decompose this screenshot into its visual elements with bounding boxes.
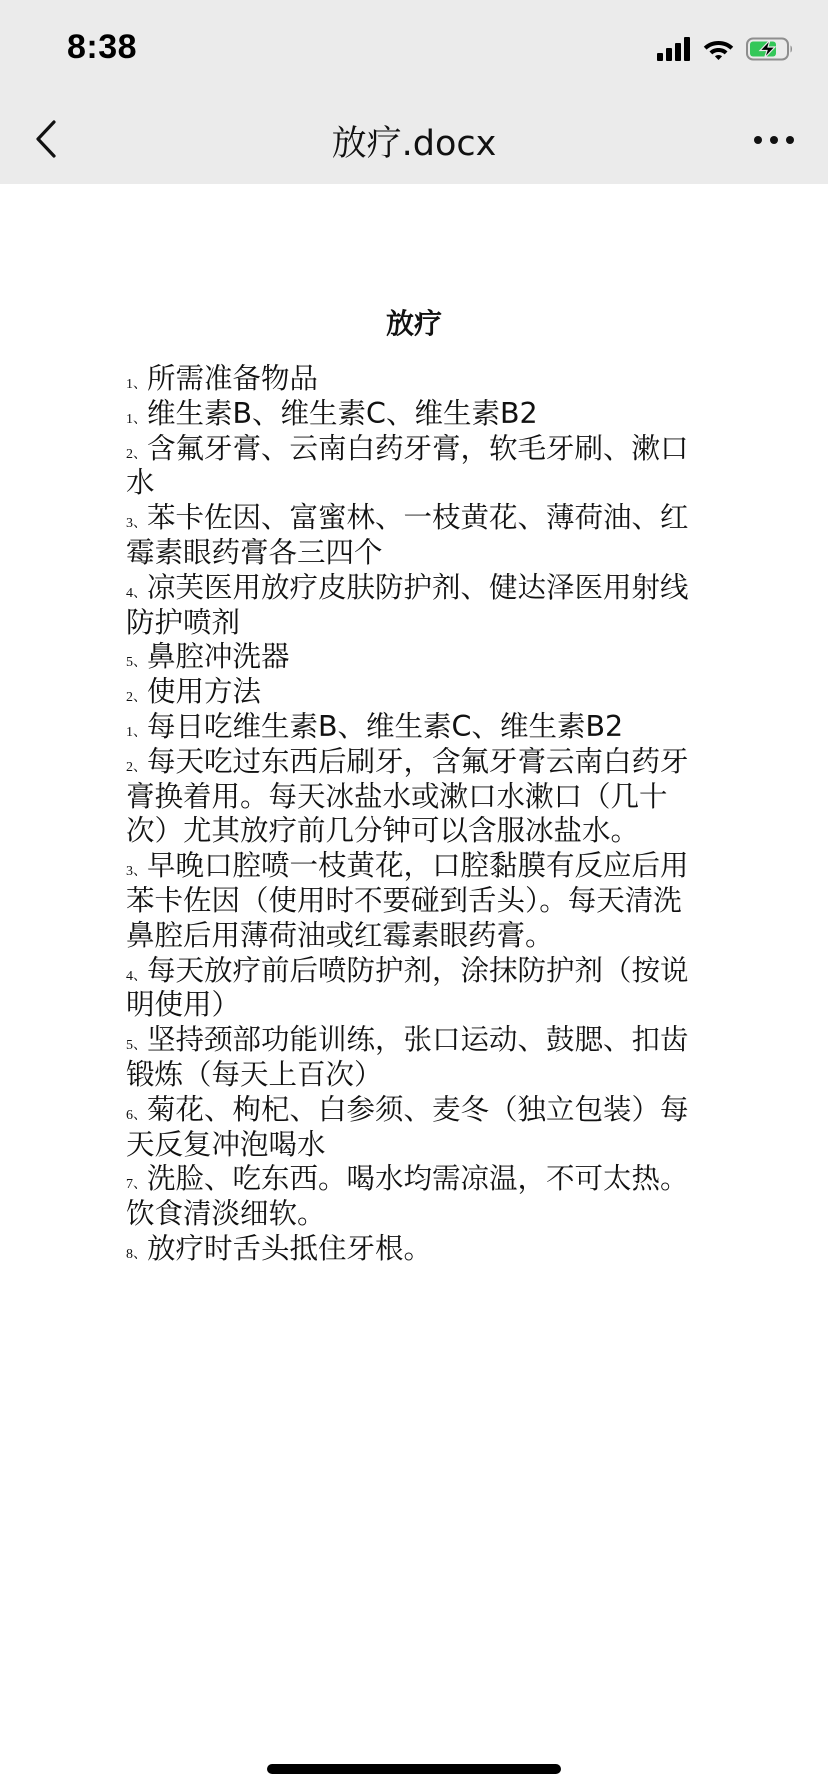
list-item-text: 鼻腔冲洗器 <box>147 640 290 674</box>
navigation-bar <box>0 98 828 184</box>
list-item <box>126 954 704 1024</box>
list-item <box>126 397 704 432</box>
list-item <box>126 710 704 745</box>
status-time: 8:38 <box>67 28 138 66</box>
list-item-text: 每天吃过东西后刷牙，含氟牙膏云南白药牙膏换着用。每天冰盐水或漱口水漱口（几十次）尤其放疗前几分钟可以含服冰盐水。 <box>126 744 689 848</box>
list-item-number: 2、 <box>126 690 147 706</box>
list-item <box>126 675 704 710</box>
list-item <box>126 745 704 849</box>
list-item-number: 3、 <box>126 864 147 880</box>
list-item-text: 菊花、枸杞、白参须、麦冬（独立包装）每天反复冲泡喝水 <box>126 1092 689 1161</box>
list-item <box>126 501 704 571</box>
list-item <box>126 1093 704 1163</box>
list-item <box>126 432 704 502</box>
list-item-number: 2、 <box>126 759 147 775</box>
list-item-number: 1、 <box>126 724 147 740</box>
cellular-signal-icon <box>657 37 691 61</box>
list-item-text: 坚持颈部功能训练，张口运动、鼓腮、扣齿锻炼（每天上百次） <box>126 1023 689 1091</box>
list-item-number: 7、 <box>126 1177 147 1193</box>
list-item-text: 早晚口腔喷一枝黄花，口腔黏膜有反应后用苯卡佐因（使用时不要碰到舌头）。每天清洗鼻腔后用薄荷油或红霉素眼药膏。 <box>126 849 689 952</box>
list-item-text: 使用方法 <box>147 675 262 709</box>
list-item-number: 8、 <box>126 1246 147 1262</box>
document-file-name: 放疗.docx <box>331 124 497 164</box>
list-item-text: 洗脸、吃东西。喝水均需凉温，不可太热。饮食清淡细软。 <box>126 1162 689 1231</box>
list-item-text: 所需准备物品 <box>147 362 319 395</box>
list-item-number: 5、 <box>126 1038 147 1054</box>
list-item-number: 1、 <box>126 411 147 427</box>
list-item-text: 苯卡佐因、富蜜林、一枝黄花、薄荷油、红霉素眼药膏各三四个 <box>126 501 689 569</box>
list-item-text: 含氟牙膏、云南白药牙膏，软毛牙刷、漱口水 <box>126 431 689 500</box>
more-horizontal-icon <box>753 135 795 145</box>
chevron-left-icon <box>34 119 58 159</box>
list-item <box>126 1162 704 1232</box>
list-item <box>126 640 704 675</box>
back-button[interactable] <box>24 114 68 164</box>
list-item-text: 放疗时舌头抵住牙根。 <box>147 1231 433 1265</box>
list-item-text: 每天放疗前后喷防护剂，涂抹防护剂（按说明使用） <box>126 953 689 1022</box>
status-icons <box>657 34 794 64</box>
list-item-number: 4、 <box>126 968 147 984</box>
list-item <box>126 1023 704 1093</box>
list-item-number: 1、 <box>126 377 147 392</box>
list-item-number: 5、 <box>126 655 147 671</box>
list-item <box>126 1232 704 1267</box>
list-item <box>126 362 704 397</box>
list-item-number: 3、 <box>126 516 147 532</box>
list-item-number: 6、 <box>126 1107 147 1123</box>
top-area <box>0 0 828 184</box>
status-bar <box>0 0 828 98</box>
list-item <box>126 571 704 641</box>
home-indicator[interactable] <box>267 1764 561 1774</box>
list-item <box>126 849 704 953</box>
battery-charging-icon <box>746 37 794 61</box>
document-title: 放疗 <box>385 307 442 340</box>
wifi-icon <box>703 37 734 61</box>
list-item-text: 每日吃维生素B、维生素C、维生素B2 <box>147 709 624 743</box>
list-item-number: 4、 <box>126 585 147 601</box>
list-item-text: 凉芙医用放疗皮肤防护剂、健达泽医用射线防护喷剂 <box>126 570 689 639</box>
document-view[interactable] <box>0 184 828 1792</box>
more-options-button[interactable] <box>750 118 798 162</box>
list-item-number: 2、 <box>126 446 147 462</box>
document-list <box>126 362 704 1267</box>
list-item-text: 维生素B、维生素C、维生素B2 <box>147 396 538 430</box>
